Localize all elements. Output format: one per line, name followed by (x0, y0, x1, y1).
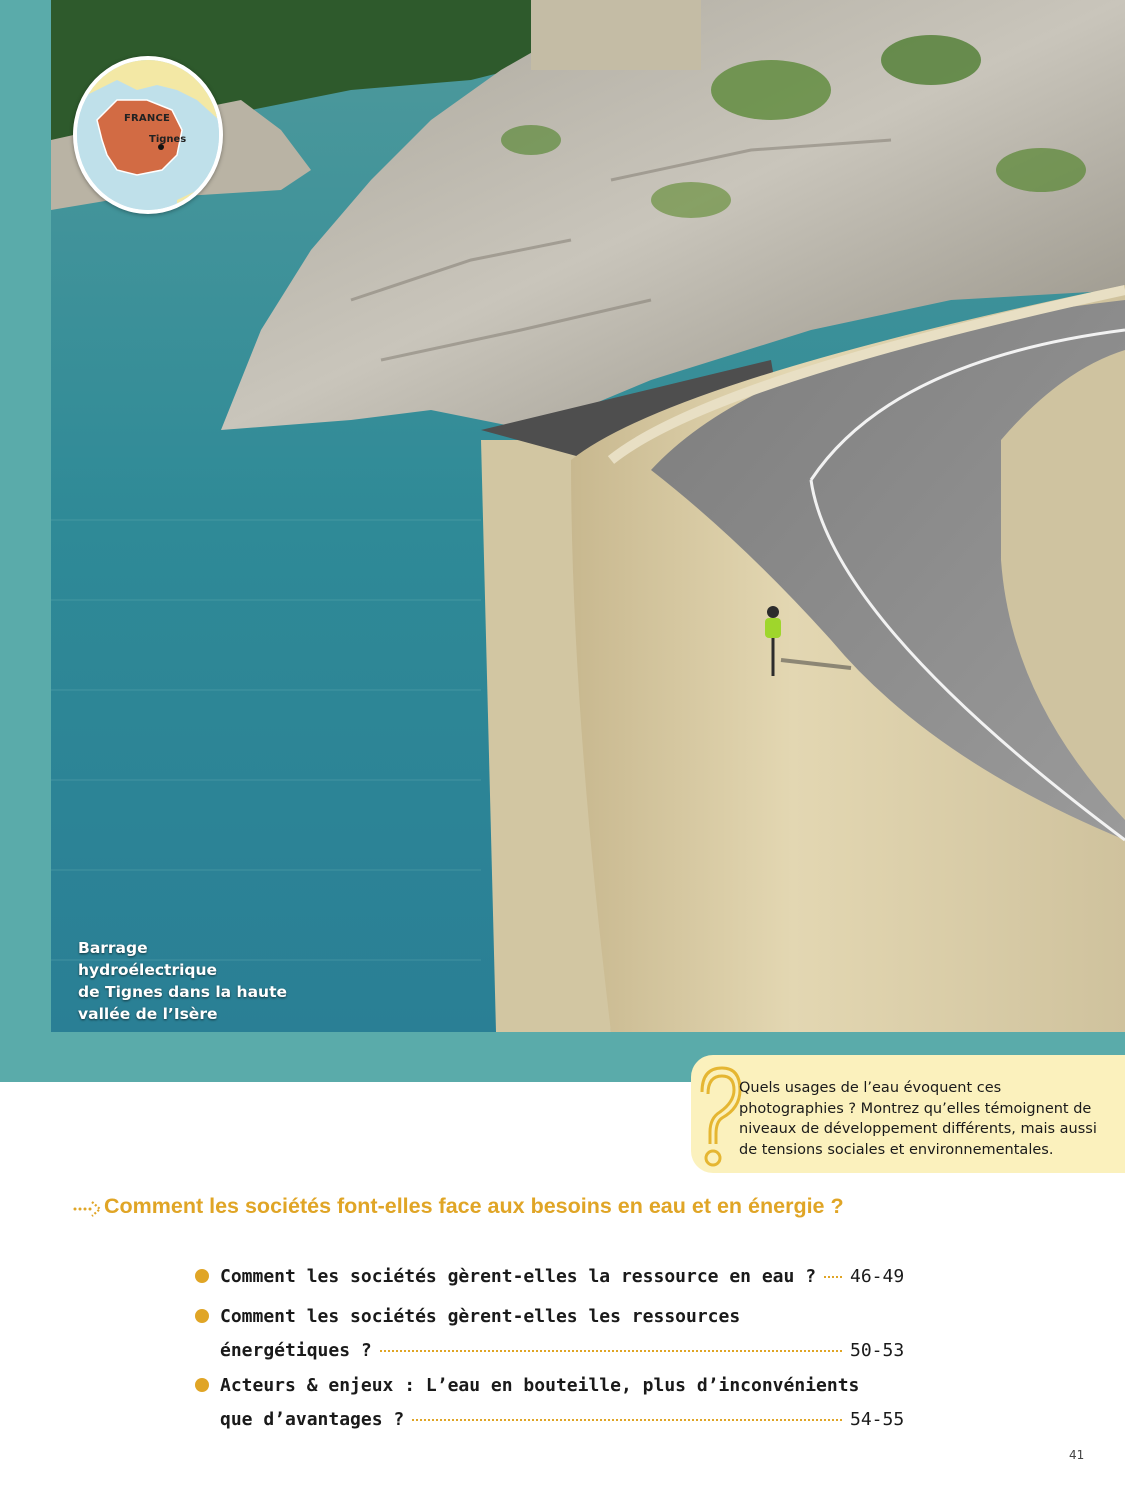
toc-pages: 46-49 (850, 1266, 905, 1287)
toc-pages: 54-55 (850, 1409, 905, 1430)
toc-line-text: énergétiques ? (220, 1340, 372, 1361)
toc-line (220, 1403, 850, 1437)
dotted-arrow-icon (73, 1199, 103, 1217)
page-number: 41 (1069, 1448, 1085, 1462)
toc-item-text (220, 1260, 820, 1294)
toc-pages: 50-53 (850, 1340, 905, 1361)
question-mark-icon (696, 1062, 744, 1172)
bullet-icon (195, 1309, 209, 1323)
toc-line-text: Comment les sociétés gèrent-elles la ressource en eau ? (220, 1266, 817, 1287)
caption-line: vallée de l’Isère (78, 1005, 218, 1023)
bullet-icon (195, 1378, 209, 1392)
leader-dots (824, 1276, 842, 1278)
question-line: photographies ? Montrez qu’elles témoignent de (739, 1100, 1092, 1117)
locator-map (73, 56, 223, 214)
caption-line: Barrage hydroélectrique (78, 939, 218, 979)
photo-caption (78, 937, 288, 1025)
toc-item-text (220, 1369, 860, 1437)
leader-dots (412, 1419, 842, 1421)
leader-dots (380, 1350, 842, 1352)
question-line: Quels usages de l’eau évoquent ces (739, 1080, 1002, 1096)
map-city-label: Tignes (149, 134, 187, 145)
toc-line (220, 1260, 850, 1294)
toc-line-text: que d’avantages ? (220, 1409, 405, 1430)
toc-item-text (220, 1300, 820, 1368)
toc-line-text: Comment les sociétés gèrent-elles les ressources (220, 1306, 741, 1327)
toc-line (220, 1369, 860, 1403)
toc-line (220, 1300, 850, 1334)
toc-line (220, 1334, 850, 1368)
question-line: niveaux de développement différents, mais aussi (739, 1121, 1097, 1137)
map-country-label: FRANCE (124, 113, 171, 124)
bullet-icon (195, 1269, 209, 1283)
question-text (739, 1078, 1109, 1160)
question-line: de tensions sociales et environnementales. (739, 1141, 1054, 1158)
toc-line-text: Acteurs & enjeux : L’eau en bouteille, plus d’inconvénients (220, 1375, 860, 1396)
caption-line: de Tignes dans la haute (78, 983, 287, 1001)
chapter-main-question: Comment les sociétés font-elles face aux besoins en eau et en énergie ? (104, 1194, 844, 1218)
